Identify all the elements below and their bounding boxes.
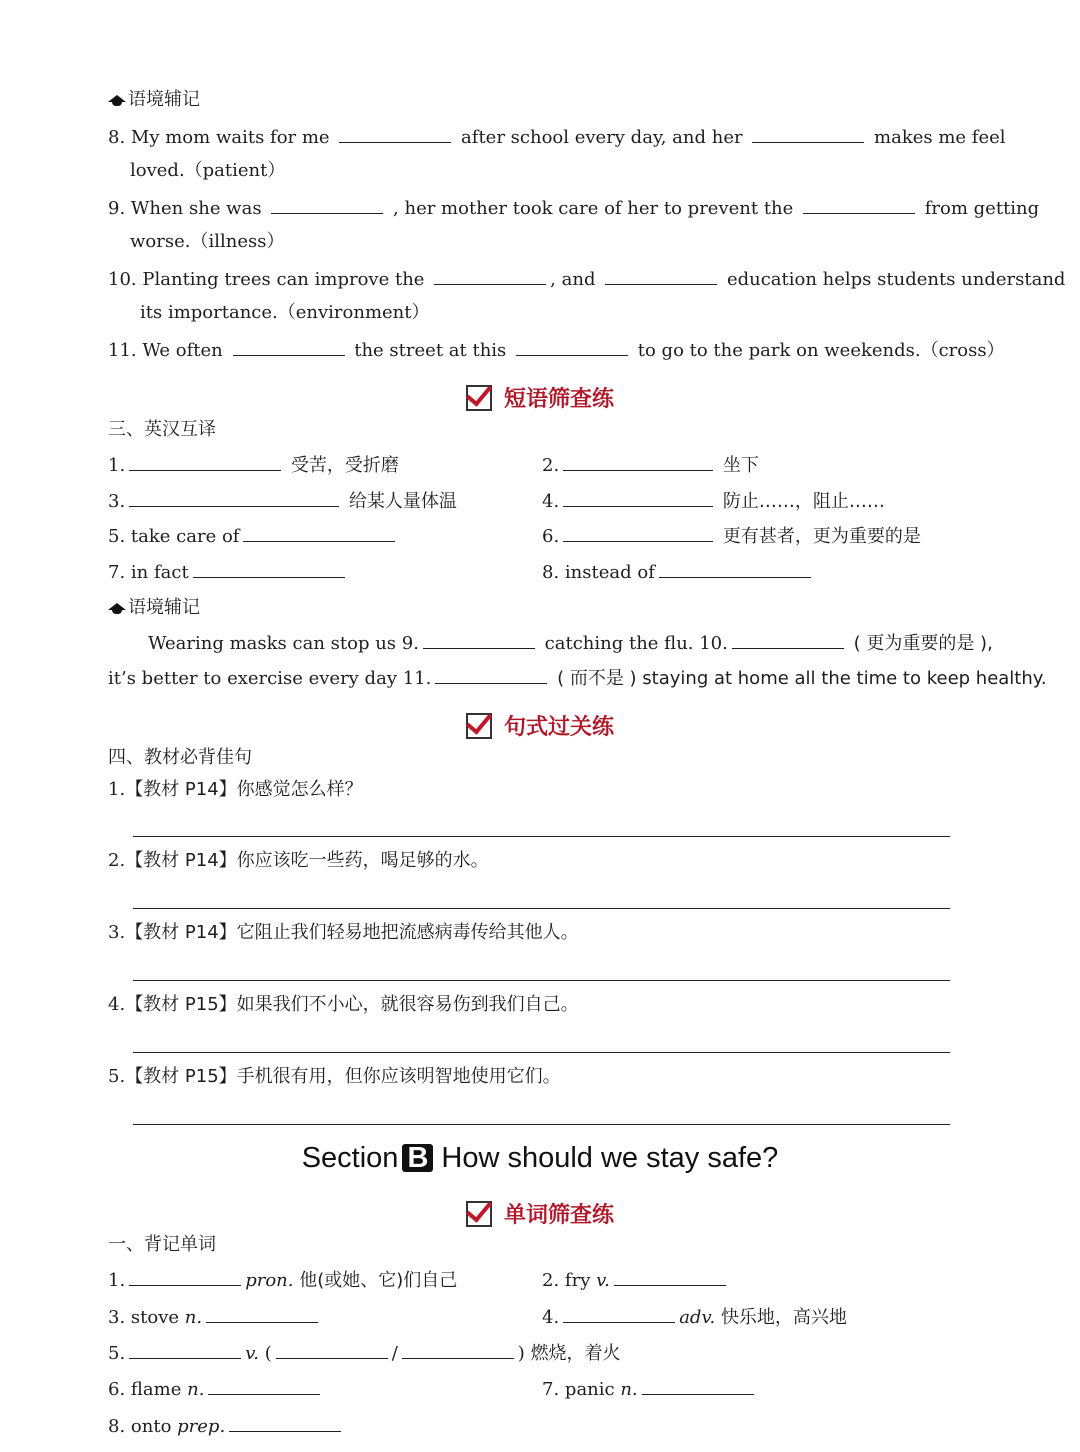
answer-blank[interactable]: [339, 124, 451, 143]
word-item-1: 1. pron. 他(或她、它)们自己: [108, 1267, 457, 1293]
answer-blank[interactable]: [229, 1413, 341, 1432]
graduation-cap-icon: [108, 95, 122, 105]
sentence-item-4: 4.【教材 P15】如果我们不小心，就很容易伤到我们自己。: [108, 994, 579, 1015]
section-header-phrases: 短语筛查练: [0, 382, 1080, 413]
question-10-line2: its importance.（environment）: [140, 302, 430, 323]
answer-blank[interactable]: [435, 665, 547, 684]
graduation-cap-icon: [108, 603, 122, 613]
phrase-item-4: 4. 防止……，阻止……: [542, 488, 885, 514]
answer-line[interactable]: [133, 1052, 950, 1053]
section-b-title: Section B How should we stay safe?: [301, 1142, 779, 1174]
context-b-line1: Wearing masks can stop us 9. catching the flu. 10. ( 更为重要的是 ),: [148, 630, 993, 656]
answer-line[interactable]: [133, 1124, 950, 1125]
context-label-2: 语境辅记: [108, 596, 200, 620]
answer-blank[interactable]: [659, 559, 811, 578]
phrase-item-3: 3. 给某人量体温: [108, 488, 457, 514]
phrase-item-8: 8. instead of: [542, 559, 815, 585]
answer-blank[interactable]: [243, 523, 395, 542]
answer-blank[interactable]: [563, 452, 713, 471]
answer-blank[interactable]: [271, 195, 383, 214]
checkbox-icon: [466, 385, 492, 411]
context-b-line2: it’s better to exercise every day 11. ( 而不是 ) staying at home all the time to keep healthy.: [108, 665, 1047, 691]
answer-line[interactable]: [133, 908, 950, 909]
answer-blank[interactable]: [423, 630, 535, 649]
word-item-4: 4. adv. 快乐地，高兴地: [542, 1304, 847, 1330]
answer-blank[interactable]: [129, 1340, 241, 1359]
word-item-7: 7. panic n.: [542, 1376, 758, 1402]
part3-title: 三、英汉互译: [108, 419, 216, 440]
word-item-2: 2. fry v.: [542, 1267, 730, 1293]
part1-title: 一、背记单词: [108, 1234, 216, 1255]
question-9-line2: worse.（illness）: [130, 231, 285, 252]
word-item-5: 5. v. ( / ) 燃烧，着火: [108, 1340, 621, 1366]
answer-blank[interactable]: [752, 124, 864, 143]
question-8-line1: 8. My mom waits for me after school every day, and her makes me feel: [108, 124, 1006, 150]
answer-blank[interactable]: [129, 488, 339, 507]
answer-blank[interactable]: [193, 559, 345, 578]
answer-blank[interactable]: [614, 1267, 726, 1286]
phrase-item-5: 5. take care of: [108, 523, 399, 549]
sentence-item-2: 2.【教材 P14】你应该吃一些药，喝足够的水。: [108, 850, 489, 871]
question-8-line2: loved.（patient）: [130, 160, 286, 181]
answer-blank[interactable]: [732, 630, 844, 649]
section-header-sentences: 句式过关练: [0, 710, 1080, 741]
question-11: 11. We often the street at this to go to the park on weekends.（cross）: [108, 337, 1005, 363]
sentence-item-1: 1.【教材 P14】你感觉怎么样？: [108, 779, 363, 800]
answer-blank[interactable]: [276, 1340, 388, 1359]
question-9-line1: 9. When she was , her mother took care of her to prevent the from getting: [108, 195, 1039, 221]
answer-blank[interactable]: [563, 1304, 675, 1323]
phrase-item-1: 1. 受苦，受折磨: [108, 452, 399, 478]
word-item-8: 8. onto prep.: [108, 1413, 345, 1439]
phrase-item-7: 7. in fact: [108, 559, 349, 585]
part4-title: 四、教材必背佳句: [108, 747, 252, 768]
word-item-6: 6. flame n.: [108, 1376, 324, 1402]
answer-blank[interactable]: [642, 1376, 754, 1395]
answer-blank[interactable]: [563, 523, 713, 542]
phrase-item-6: 6. 更有甚者，更为重要的是: [542, 523, 921, 549]
checkbox-icon: [466, 713, 492, 739]
sentence-item-5: 5.【教材 P15】手机很有用，但你应该明智地使用它们。: [108, 1066, 561, 1087]
answer-blank[interactable]: [129, 452, 281, 471]
answer-blank[interactable]: [434, 266, 546, 285]
section-letter-badge: B: [402, 1144, 433, 1172]
answer-blank[interactable]: [803, 195, 915, 214]
answer-blank[interactable]: [208, 1376, 320, 1395]
checkbox-icon: [466, 1201, 492, 1227]
word-item-3: 3. stove n.: [108, 1304, 322, 1330]
answer-blank[interactable]: [402, 1340, 514, 1359]
question-10-line1: 10. Planting trees can improve the , and education helps students understand: [108, 266, 1065, 292]
answer-blank[interactable]: [516, 337, 628, 356]
answer-line[interactable]: [133, 836, 950, 837]
context-label: 语境辅记: [108, 88, 200, 112]
phrase-item-2: 2. 坐下: [542, 452, 759, 478]
answer-blank[interactable]: [233, 337, 345, 356]
section-header-words: 单词筛查练: [0, 1198, 1080, 1229]
answer-blank[interactable]: [605, 266, 717, 285]
answer-blank[interactable]: [206, 1304, 318, 1323]
answer-blank[interactable]: [129, 1267, 241, 1286]
answer-blank[interactable]: [563, 488, 713, 507]
sentence-item-3: 3.【教材 P14】它阻止我们轻易地把流感病毒传给其他人。: [108, 922, 579, 943]
answer-line[interactable]: [133, 980, 950, 981]
